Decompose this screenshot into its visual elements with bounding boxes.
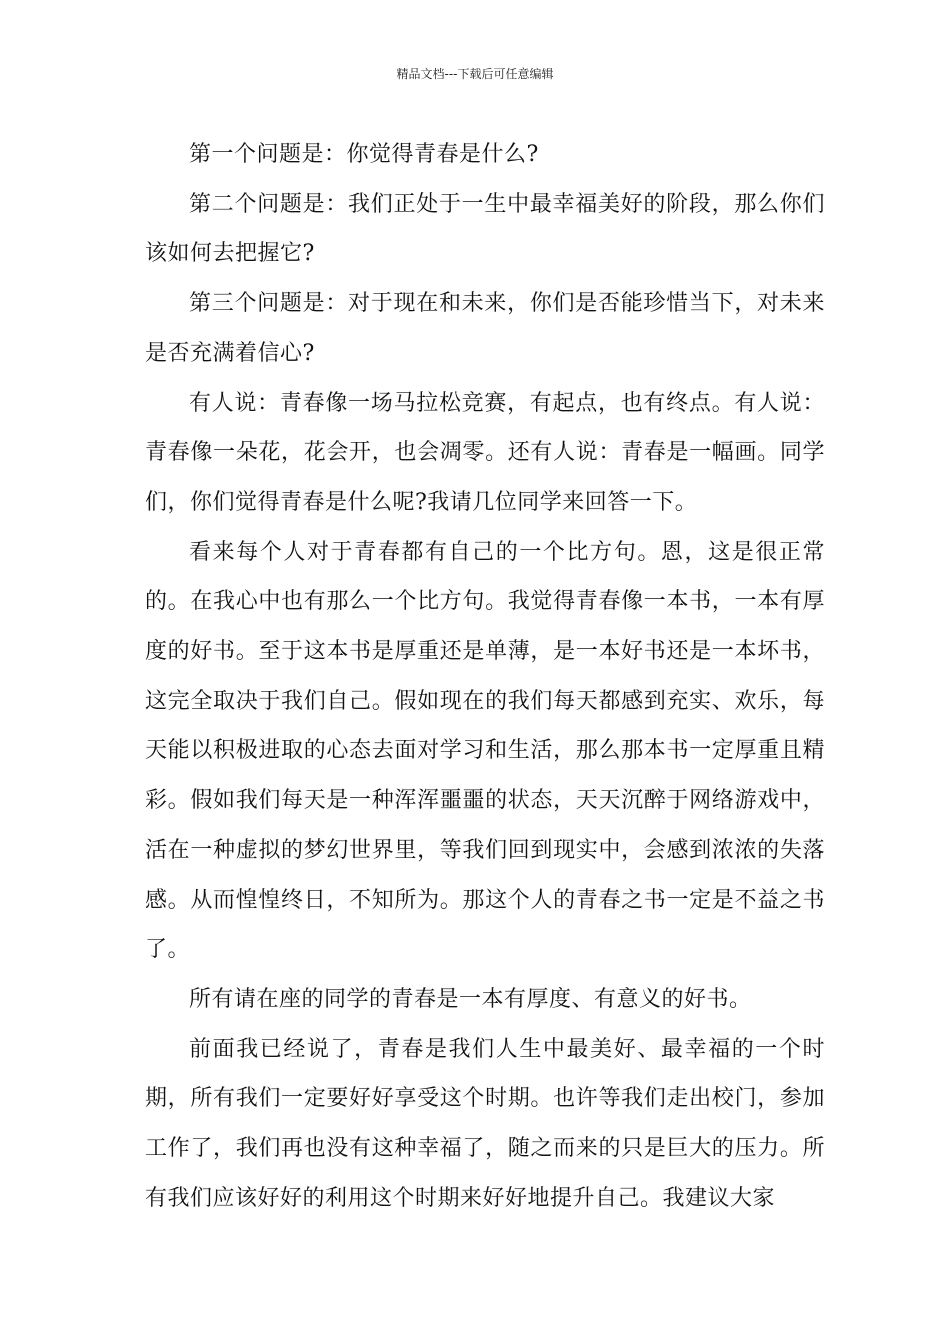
paragraph-question-3: 第三个问题是：对于现在和未来，你们是否能珍惜当下，对未来是否充满着信心? [145,291,825,366]
page-header: 精品文档---下载后可任意编辑 [396,67,554,81]
paragraph-cherish: 前面我已经说了，青春是我们人生中最美好、最幸福的一个时期，所有我们一定要好好享受这个时期。也许等我们走出校门，参加工作了，我们再也没有这种幸福了，随之而来的只是巨大的压力。所有我们应该好好的利用这个时期来好好地提升自己。我建议大家 [145,1036,825,1211]
paragraph-question-1: 第一个问题是：你觉得青春是什么? [189,142,539,167]
paragraph-wish: 所有请在座的同学的青春是一本有厚度、有意义的好书。 [189,986,752,1012]
paragraph-question-2: 第二个问题是：我们正处于一生中最幸福美好的阶段，那么你们该如何去把握它? [145,191,825,267]
paragraph-youth-book: 看来每个人对于青春都有自己的一个比方句。恩，这是很正常的。在我心中也有那么一个比方句。我觉得青春像一本书，一本有厚度的好书。至于这本书是厚重还是单薄，是一本好书还是一本坏书，这完全取决于我们自己。假如现在的我们每天都感到充实、欢乐，每天能以积极进取的心态去面对学习和生活，那么那本书一定厚重且精彩。假如我们每天是一种浑浑噩噩的状态，天天沉醉于网络游戏中，活在一种虚拟的梦幻世界里，等我们回到现实中，会感到浓浓的失落感。从而惶惶终日，不知所为。那这个人的青春之书一定是不益之书了。 [145,539,825,963]
paragraph-metaphors: 有人说：青春像一场马拉松竞赛，有起点，也有终点。有人说：青春像一朵花，花会开，也会凋零。还有人说：青春是一幅画。同学们，你们觉得青春是什么呢?我请几位同学来回答一下。 [145,390,825,515]
document-body [145,130,825,1223]
